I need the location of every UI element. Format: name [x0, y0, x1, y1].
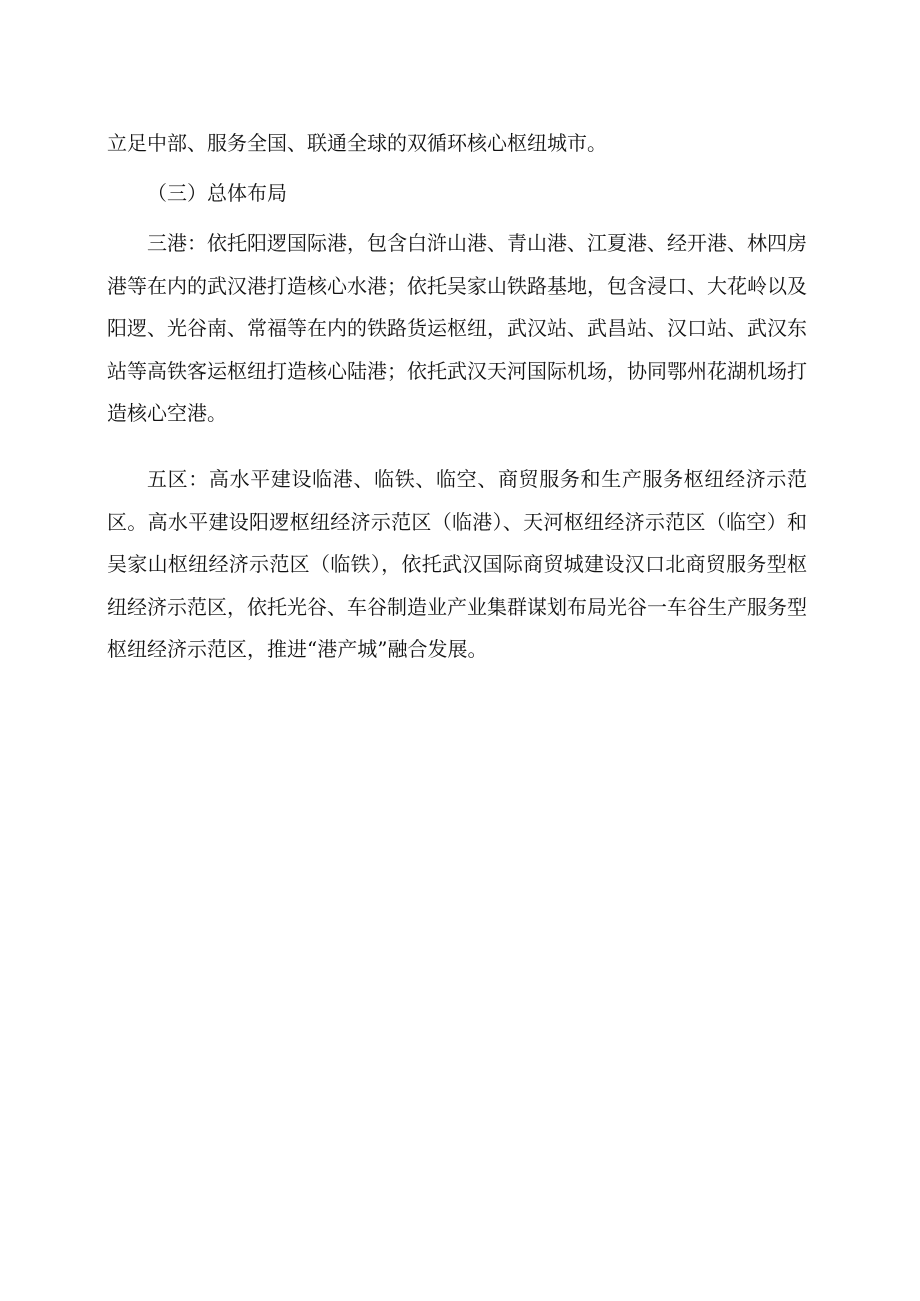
section-heading: （三）总体布局 [147, 181, 287, 205]
paragraph-five-zones: 五区：高水平建设临港、临铁、临空、商贸服务和生产服务枢纽经济示范区。高水平建设阳逻枢纽经济示范区（临港）、天河枢纽经济示范区（临空）和吴家山枢纽经济示范区（临铁），依托武汉国际商贸城建设汉口北商贸服务型枢纽经济示范区，依托光谷、车谷制造业产业集群谋划布局光谷一车谷生产服务型枢纽经济示范区，推进“港产城”融合发展。 [107, 467, 807, 661]
paragraph-three-ports: 三港：依托阳逻国际港，包含白浒山港、青山港、江夏港、经开港、林四房港等在内的武汉港打造核心水港；依托吴家山铁路基地，包含浸口、大花岭以及阳逻、光谷南、常福等在内的铁路货运枢纽，武汉站、武昌站、汉口站、武汉东站等高铁客运枢纽打造核心陆港；依托武汉天河国际机场，协同鄂州花湖机场打造核心空港。 [107, 231, 807, 425]
continuation-paragraph: 立足中部、服务全国、联通全球的双循环核心枢纽城市。 [107, 131, 607, 155]
